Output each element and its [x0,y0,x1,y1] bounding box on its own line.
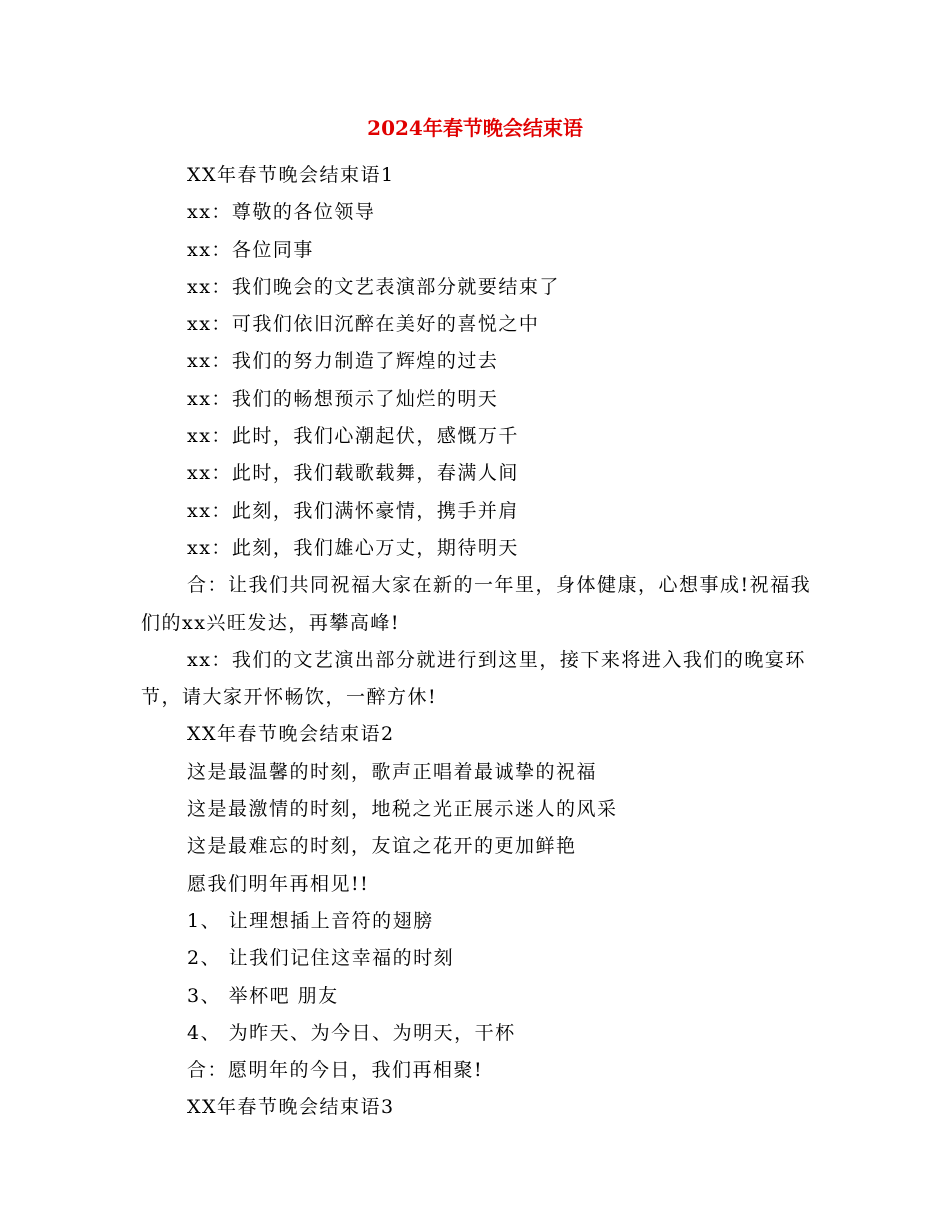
paragraph-2: xx：尊敬的各位领导 [187,201,376,224]
paragraph-8: xx：此时，我们心潮起伏，感慨万千 [187,425,519,448]
paragraph-11: xx：此刻，我们雄心万丈，期待明天 [187,536,519,559]
document-body [141,157,821,1127]
paragraph-4: xx：我们晚会的文艺表演部分就要结束了 [187,275,560,298]
paragraph-1: XX年春节晚会结束语1 [187,164,395,186]
paragraph-21: 3、 举杯吧 朋友 [187,984,339,1007]
paragraph-12: 合：让我们共同祝福大家在新的一年里，身体健康，心想事成!祝福我们的xx兴旺发达，再攀高峰! [141,574,812,634]
paragraph-3: xx：各位同事 [187,238,314,261]
paragraph-10: xx：此刻，我们满怀豪情，携手并肩 [187,499,519,522]
paragraph-6: xx：我们的努力制造了辉煌的过去 [187,350,499,373]
paragraph-19: 1、 让理想插上音符的翅膀 [187,909,434,932]
paragraph-22: 4、 为昨天、为今日、为明天，干杯 [187,1021,516,1044]
paragraph-16: 这是最激情的时刻，地税之光正展示迷人的风采 [187,798,618,821]
paragraph-13: xx：我们的文艺演出部分就进行到这里，接下来将进入我们的晚宴环节，请大家开怀畅饮，一醉方休! [141,648,806,709]
paragraph-23: 合：愿明年的今日，我们再相聚! [187,1059,484,1082]
paragraph-14: XX年春节晚会结束语2 [187,723,395,746]
document-title: 2024年春节晚会结束语 [367,116,583,140]
paragraph-20: 2、 让我们记住这幸福的时刻 [187,947,455,970]
paragraph-7: xx：我们的畅想预示了灿烂的明天 [187,387,499,410]
paragraph-15: 这是最温馨的时刻，歌声正唱着最诚挚的祝福 [187,760,598,783]
paragraph-17: 这是最难忘的时刻，友谊之花开的更加鲜艳 [187,835,577,858]
paragraph-18: 愿我们明年再相见!! [187,872,370,895]
paragraph-24: XX年春节晚会结束语3 [187,1096,395,1119]
paragraph-5: xx：可我们依旧沉醉在美好的喜悦之中 [187,313,540,336]
paragraph-9: xx：此时，我们载歌载舞，春满人间 [187,462,519,485]
